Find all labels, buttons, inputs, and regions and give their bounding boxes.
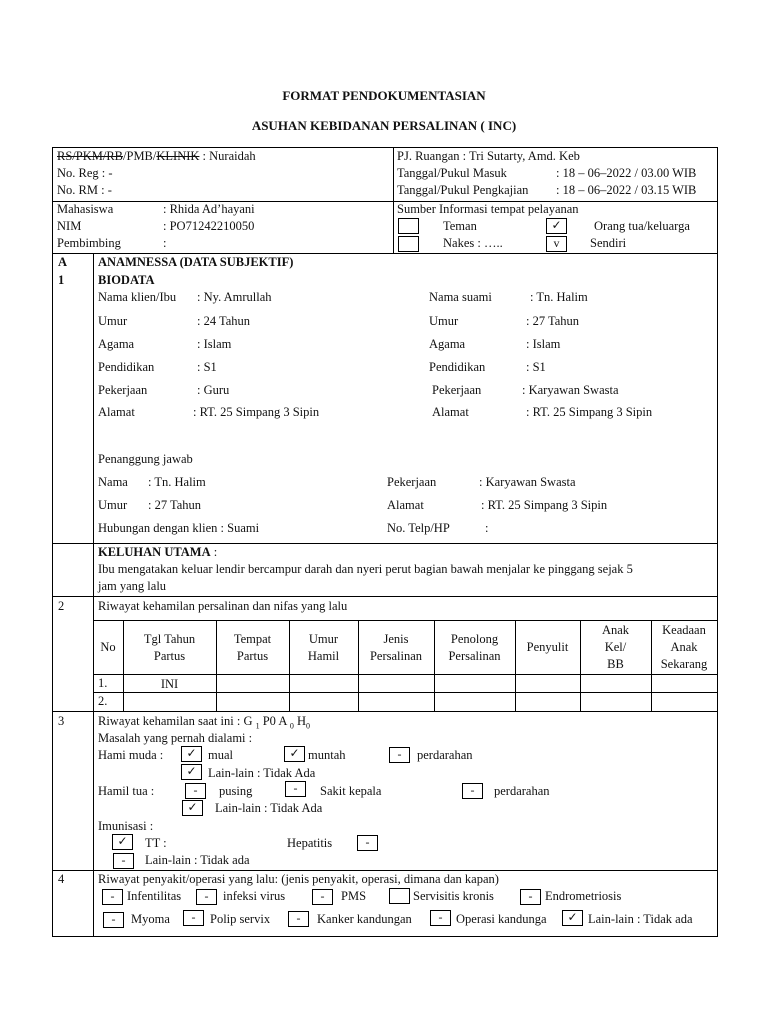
col-header: No [100,640,116,654]
ortu-label: Orang tua/keluarga [594,219,690,233]
check-icon: ✓ [289,746,300,760]
dash-icon: - [528,889,533,903]
col-header-line: Penolong [450,632,499,646]
section-3-heading [98,714,310,731]
lain-imunisasi-label: Lain-lain : Tidak ada [145,853,250,867]
col-header-line: Jenis [383,632,409,646]
no-rm: No. RM : - [57,183,112,197]
biodata-value: : Guru [197,383,230,397]
tgl-masuk-label: Tanggal/Pukul Masuk [397,166,507,180]
perdarahan-label: perdarahan [417,748,473,762]
table-row-1-no: 1. [98,676,108,690]
penanggung-telp-label: No. Telp/HP [387,521,450,535]
hepatitis-checkbox[interactable] [357,835,378,851]
polip-checkbox[interactable] [183,910,204,926]
check-icon: ✓ [551,218,562,232]
col-header-line: Anak [601,623,630,637]
dash-icon: - [121,853,126,867]
tgl-kaji-value: : 18 – 06–2022 / 03.15 WIB [556,183,697,197]
kanker-checkbox[interactable] [288,911,309,927]
col-header-line: Tempat [233,632,272,646]
col-header [580,622,651,673]
dash-icon: - [111,912,116,926]
operasi-checkbox[interactable] [430,910,451,926]
abortus-sub: 0 [289,721,294,731]
keluhan-text-2: jam yang lalu [98,579,167,593]
servisitis-label: Servisitis kronis [413,889,494,903]
pembimbing-value: : [163,236,167,250]
col-header-line: Hamil [307,649,340,663]
pusing-checkbox[interactable] [185,783,206,799]
col-header: Penyulit [526,640,569,654]
myoma-checkbox[interactable] [103,912,124,928]
perdarahan-checkbox[interactable] [389,747,410,763]
section-2-number: 2 [58,599,65,613]
biodata-label: Agama [429,337,466,351]
penanggung-umur-label: Umur [98,498,128,512]
lain-penyakit-label: Lain-lain : Tidak ada [588,912,693,926]
facility-line [57,149,256,164]
section-a-number: 1 [58,273,65,287]
mahasiswa-value: : Rhida Ad’hayani [163,202,255,216]
sendiri-checkbox[interactable] [546,236,567,252]
gpah-prefix: Riwayat kehamilan saat ini : G [98,714,256,728]
pj-ruangan: PJ. Ruangan : Tri Sutarty, Amd. Keb [397,149,580,163]
lain-imunisasi-checkbox[interactable] [113,853,134,869]
perdarahan-tua-checkbox[interactable] [462,783,483,799]
col-header-line: Kel/ [604,640,627,654]
section-3-number: 3 [58,714,65,728]
operasi-label: Operasi kandunga [456,912,547,926]
biodata-label: Umur [429,314,459,328]
lain-penyakit-checkbox[interactable] [562,910,583,926]
biodata-value: : Karyawan Swasta [522,383,619,397]
col-header-line: Keadaan [662,623,706,637]
col-header [123,631,216,665]
col-header-line: Persalinan [369,649,423,663]
lain-hamil-tua-label: Lain-lain : Tidak Ada [215,801,323,815]
nim-label: NIM [57,219,82,233]
biodata-label: Nama klien/Ibu [98,290,177,304]
biodata-label: Pekerjaan [98,383,148,397]
no-reg: No. Reg : - [57,166,113,180]
biodata-label: Alamat [432,405,469,419]
col-header-line: Sekarang [660,657,708,671]
biodata-value: : S1 [197,360,217,374]
section-a-letter: A [58,255,68,269]
sendiri-label: Sendiri [590,236,627,250]
biodata-value: : RT. 25 Simpang 3 Sipin [526,405,653,419]
form-subtitle: ASUHAN KEBIDANAN PERSALINAN ( INC) [251,118,517,133]
col-header-line: Umur [308,632,339,646]
pusing-label: pusing [219,784,253,798]
mahasiswa-label: Mahasiswa [57,202,114,216]
facility-value: : Nuraidah [199,149,256,163]
infeksi-label: infeksi virus [223,889,286,903]
perdarahan-tua-label: perdarahan [494,784,550,798]
polip-label: Polip servix [210,912,271,926]
sumber-label: Sumber Informasi tempat pelayanan [397,202,579,216]
keluhan-text-1: Ibu mengatakan keluar lendir bercampur darah dan nyeri perut bagian bawah menjalar ke pinggang sejak 5 [98,562,633,576]
ortu-checkbox[interactable] [546,218,567,234]
dash-icon: - [204,889,209,903]
biodata-value: : Tn. Halim [530,290,588,304]
section-4-heading: Riwayat penyakit/operasi yang lalu: (jenis penyakit, operasi, dimana dan kapan) [98,872,499,886]
masalah-label: Masalah yang pernah dialami : [98,731,253,745]
biodata-label: Umur [98,314,128,328]
dash-icon: - [193,783,198,797]
lain-hamil-tua-checkbox[interactable] [182,800,203,816]
dash-icon: - [397,747,402,761]
penanggung-umur-value: : 27 Tahun [148,498,202,512]
tt-checkbox[interactable] [112,834,133,850]
dash-icon: - [296,911,301,925]
penanggung-nama-value: : Tn. Halim [148,475,206,489]
penanggung-alamat-value: : RT. 25 Simpang 3 Sipin [481,498,608,512]
dash-icon: - [365,835,370,849]
dash-icon: - [470,783,475,797]
sakit-kepala-label: Sakit kepala [320,784,382,798]
check-v-icon: v [553,236,560,250]
section-4-number: 4 [58,872,65,886]
check-icon: ✓ [186,764,197,778]
dash-icon: - [110,889,115,903]
hepatitis-label: Hepatitis [287,836,333,850]
biodata-label: Nama suami [429,290,492,304]
col-header [289,631,358,665]
biodata-value: : Islam [197,337,232,351]
section-a-heading: ANAMNESSA (DATA SUBJEKTIF) [98,255,294,269]
biodata-value: : RT. 25 Simpang 3 Sipin [193,405,320,419]
table-row-2-no: 2. [98,694,108,708]
facility-struck-1: RS/PKM/RB [57,149,124,163]
myoma-label: Myoma [131,912,170,926]
pms-checkbox[interactable] [312,889,333,905]
col-header-line: BB [607,657,624,671]
penanggung-nama-label: Nama [98,475,128,489]
dash-icon: - [191,910,196,924]
penanggung-pekerjaan-value: : Karyawan Swasta [479,475,576,489]
nim-value: : PO71242210050 [163,219,255,233]
tt-label: TT : [145,836,167,850]
biodata-value: : S1 [526,360,546,374]
penanggung-alamat-label: Alamat [387,498,424,512]
penanggung-heading: Penanggung jawab [98,452,193,466]
keluhan-heading [98,545,217,560]
hidup-sub: 0 [306,721,310,731]
col-header [651,622,717,673]
muntah-checkbox[interactable] [284,746,305,762]
mual-label: mual [208,748,233,762]
biodata-value: : 24 Tahun [197,314,251,328]
tgl-masuk-value: : 18 – 06–2022 / 03.00 WIB [556,166,697,180]
lain-hamil-muda-checkbox[interactable] [181,764,202,780]
servisitis-checkbox[interactable] [389,888,410,904]
muntah-label: muntah [308,748,346,762]
biodata-value: : Ny. Amrullah [197,290,272,304]
col-header-line: Persalinan [448,649,501,663]
biodata-label: Pendidikan [98,360,155,374]
mual-checkbox[interactable] [181,746,202,762]
dash-icon: - [438,910,443,924]
infertilitas-checkbox[interactable] [102,889,123,905]
biodata-label: Pekerjaan [432,383,482,397]
check-icon: ✓ [117,834,128,848]
facility-struck-2: KLINIK [156,149,200,163]
biodata-value: : Islam [526,337,561,351]
col-header-line: Anak [670,640,698,654]
kanker-label: Kanker kandungan [317,912,412,926]
check-icon: ✓ [187,800,198,814]
biodata-label: Alamat [98,405,135,419]
keluhan-colon: : [210,545,218,559]
section-2-heading: Riwayat kehamilan persalinan dan nifas yang lalu [98,599,348,613]
gravida-sub: 1 [255,721,260,731]
imunisasi-label: Imunisasi : [98,819,154,833]
penanggung-pekerjaan-label: Pekerjaan [387,475,437,489]
teman-label: Teman [443,219,477,233]
dash-icon: - [293,781,298,795]
biodata-label: Agama [98,337,135,351]
sakit-kepala-checkbox[interactable] [285,781,306,797]
check-icon: ✓ [567,910,578,924]
para-text: P0 A [259,714,290,728]
nakes-checkbox[interactable] [398,236,419,252]
check-icon: ✓ [186,746,197,760]
col-header-line: Tgl Tahun [143,632,196,646]
biodata-heading: BIODATA [98,273,155,287]
lain-hamil-muda-label: Lain-lain : Tidak Ada [208,766,316,780]
dash-icon: - [320,889,325,903]
pembimbing-label: Pembimbing [57,236,121,250]
col-header [216,631,289,665]
infertilitas-label: Infentilitas [127,889,182,903]
col-header [434,631,515,665]
hamil-tua-label: Hamil tua : [98,784,155,798]
hamil-muda-label: Hami muda : [98,748,164,762]
tgl-kaji-label: Tanggal/Pukul Pengkajian [397,183,529,197]
endometriosis-label: Endrometriosis [545,889,622,903]
form-title: FORMAT PENDOKUMENTASIAN [282,88,486,103]
biodata-label: Pendidikan [429,360,486,374]
pms-label: PMS [341,889,367,903]
teman-checkbox[interactable] [398,218,419,234]
hidup-text: H [293,714,306,728]
endometriosis-checkbox[interactable] [520,889,541,905]
penanggung-hubungan: Hubungan dengan klien : Suami [98,521,260,535]
table-row-1-tgl: INI [160,677,179,691]
nakes-label: Nakes : ….. [443,236,503,250]
biodata-value: : 27 Tahun [526,314,580,328]
col-header [358,631,434,665]
penanggung-telp-value: : [485,521,489,535]
infeksi-checkbox[interactable] [196,889,217,905]
keluhan-title: KELUHAN UTAMA [98,545,211,559]
col-header-line: Partus [236,649,269,663]
col-header-line: Partus [153,649,186,663]
facility-pmb: /PMB/ [123,149,157,163]
